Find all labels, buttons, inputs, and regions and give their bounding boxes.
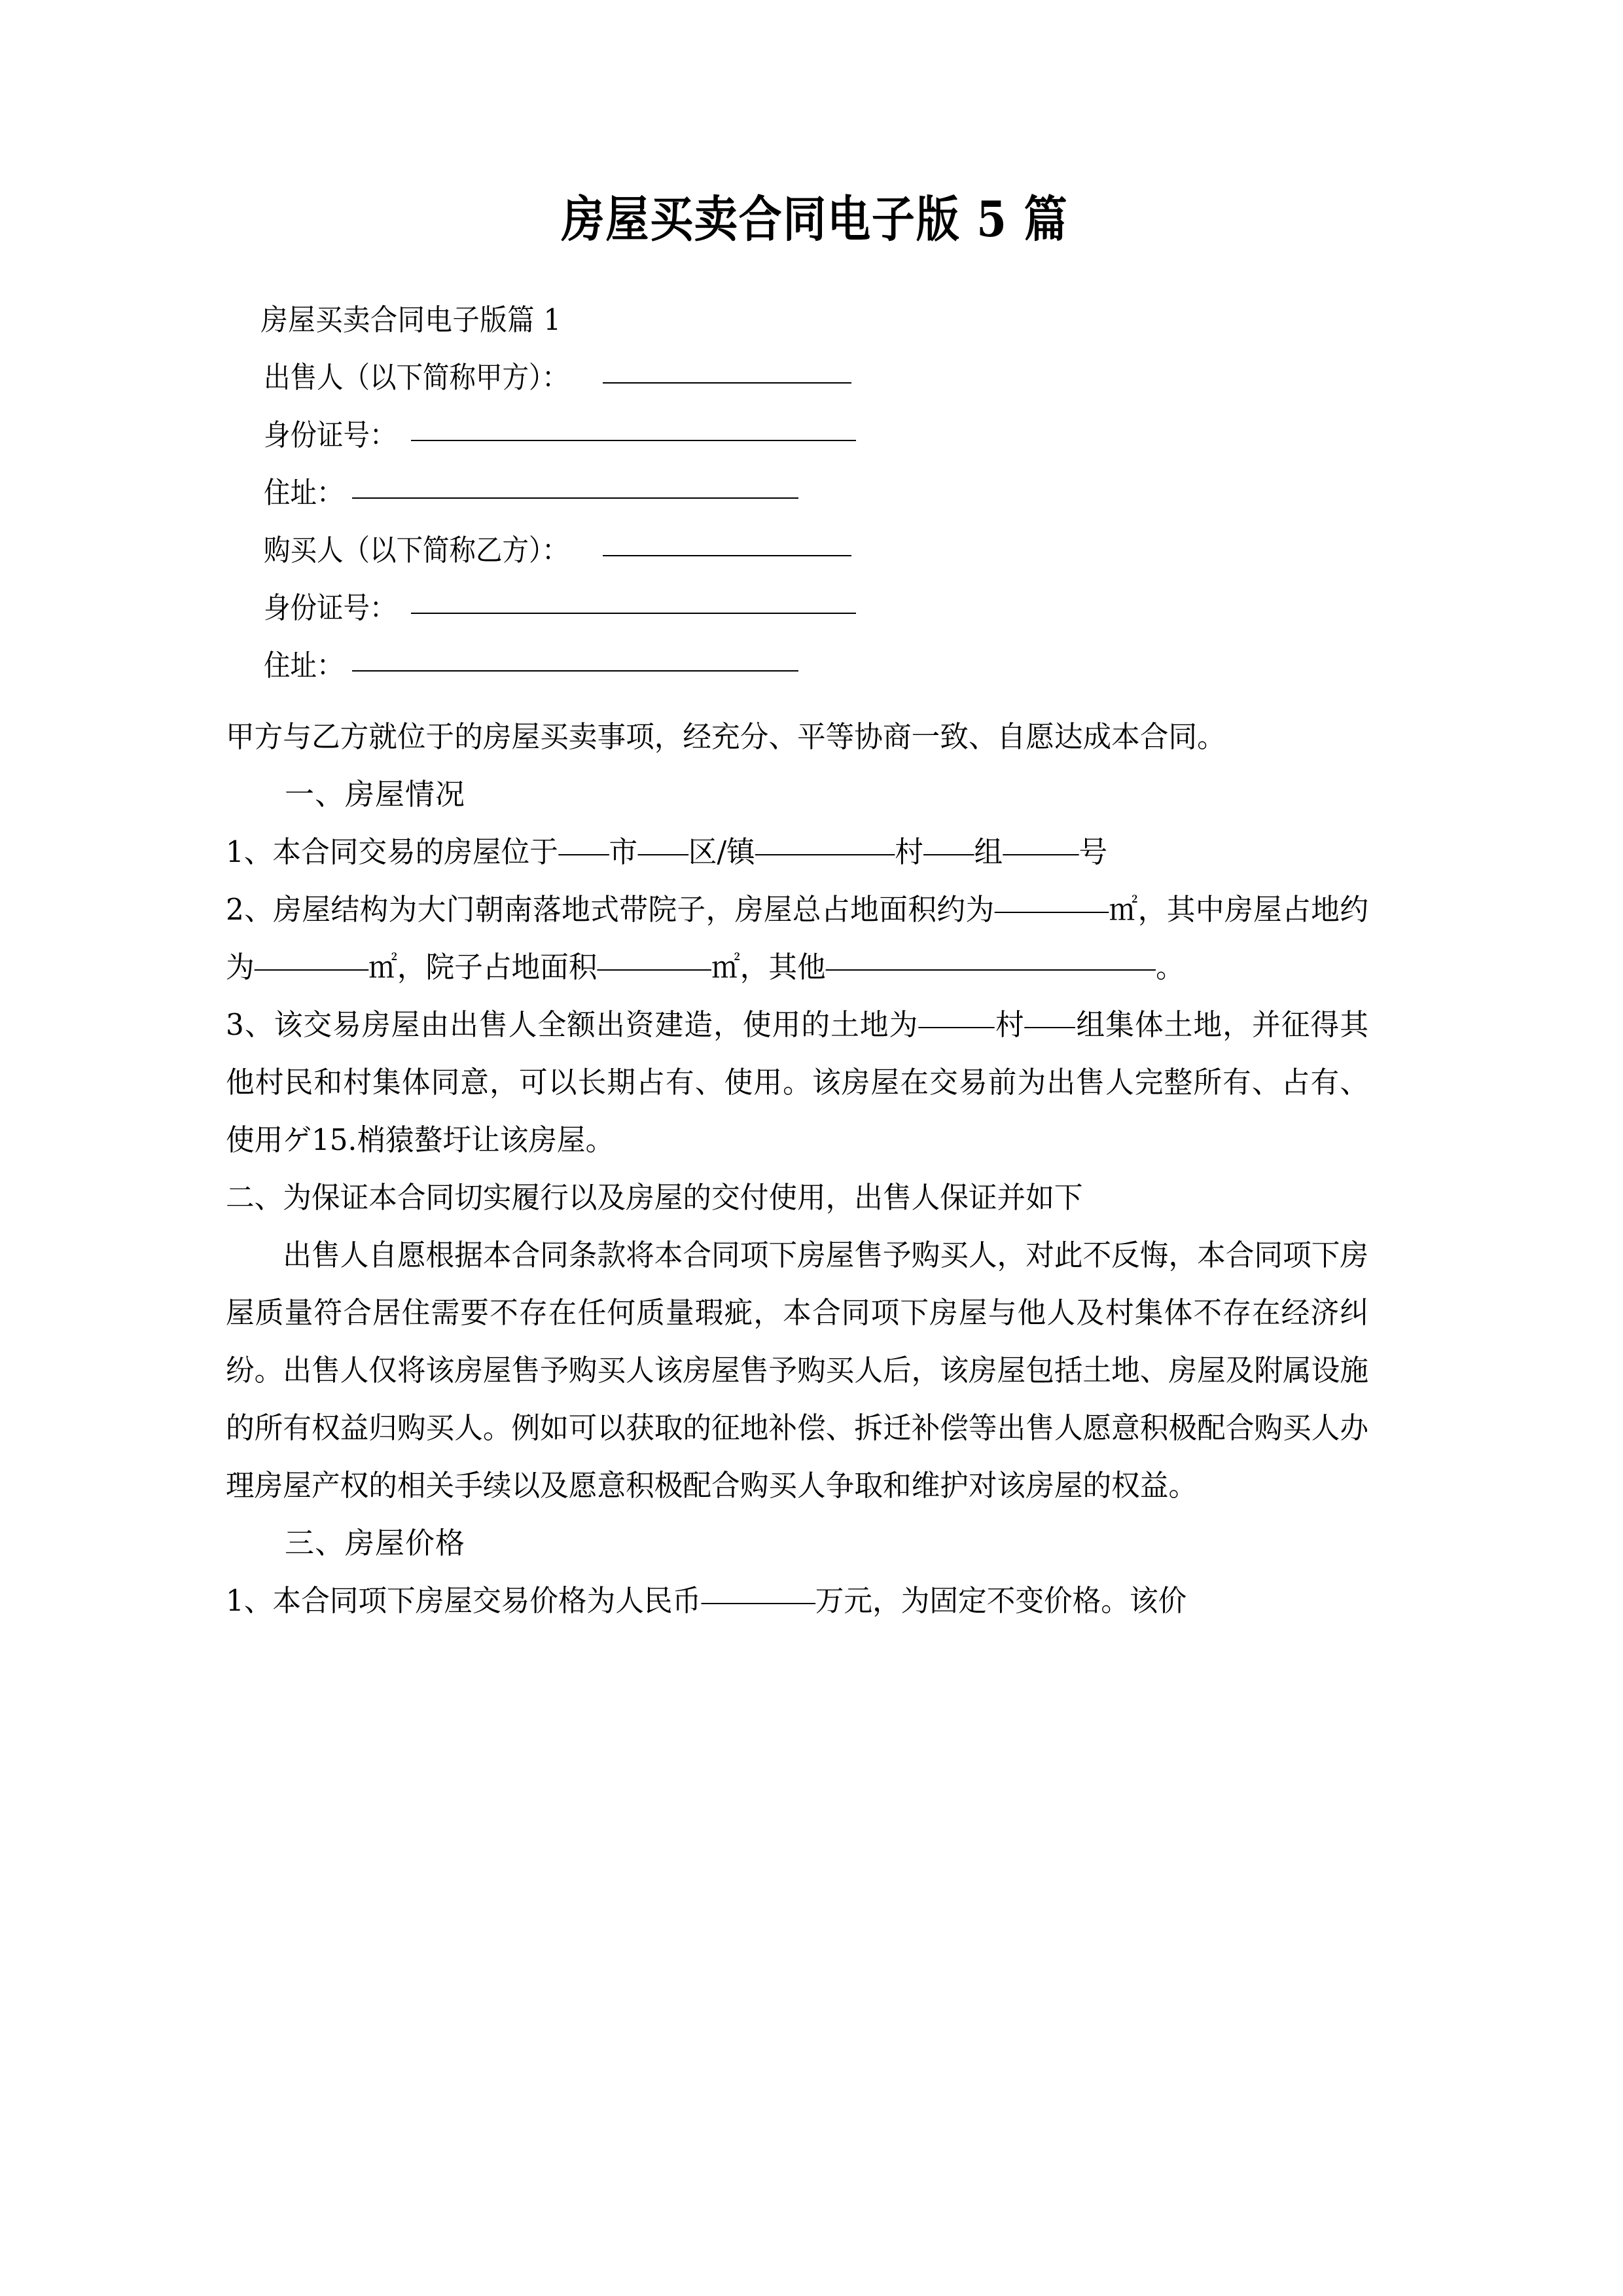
section-heading-1: 一、房屋情况: [285, 777, 466, 812]
field-rule-seller-address[interactable]: [352, 497, 798, 499]
clause-2-text-b: 其中房屋占地约为: [226, 892, 1368, 984]
blank-yard-area[interactable]: [597, 969, 711, 971]
field-rule-buyer-address[interactable]: [352, 670, 798, 672]
document-content: [226, 0, 1404, 1630]
field-rule-seller-name[interactable]: [603, 382, 851, 384]
section-2-paragraph: 出售人自愿根据本合同条款将本合同项下房屋售予购买人，对此不反悔，本合同项下房屋质量符合居住需要不存在任何质量瑕疵，本合同项下房屋与他人及村集体不存在经济纠纷。出售人仅将该房屋售予购买人该房屋售予购买人后，该房屋包括土地、房屋及附属设施的所有权益归购买人。例如可以获取的征地补偿、拆迁补偿等出售人愿意积极配合购买人办理房屋产权的相关手续以及愿意积极配合购买人争取和维护对该房屋的权益。: [226, 1238, 1369, 1503]
clause-2-structure: [226, 881, 1368, 996]
section-heading-3: 三、房屋价格: [285, 1526, 466, 1560]
clause-3-text-a: 3、该交易房屋由出售人全额出资建造，使用的土地为: [226, 1007, 919, 1042]
clause-2-unit-2: ㎡，: [368, 950, 426, 984]
field-label-buyer-address: 住址：: [264, 648, 344, 683]
page-title: 房屋买卖合同电子版 5 篇: [561, 190, 1069, 248]
field-label-seller-address: 住址：: [264, 475, 344, 510]
clause-2-text-a: 2、房屋结构为大门朝南落地式带院子，房屋总占地面积约为: [226, 892, 995, 927]
clause-1-group: 组: [974, 834, 1003, 869]
field-label-seller-name: 出售人（以下简称甲方）：: [264, 360, 569, 395]
section-heading-2: [226, 1169, 1368, 1227]
clause-2-end: 。: [1156, 950, 1185, 984]
clause-3-text-c: 出售人完整所有、占有、使用ゲ15.梢猿螯圩让该房屋。: [226, 1065, 1368, 1157]
document-subtitle: 房屋买卖合同电子版篇 1: [260, 302, 562, 337]
preamble-paragraph: 甲方与乙方就位于的房屋买卖事项，经充分、平等协商一致、自愿达成本合同。: [226, 719, 1226, 754]
blank-house-area[interactable]: [255, 969, 369, 971]
clause-2-text-d: 其他: [768, 950, 826, 984]
clause-price-text-b: 万元，为固定不变价格。该价: [815, 1583, 1187, 1618]
clause-1-number: 号: [1079, 834, 1108, 869]
field-row-buyer-id: [226, 590, 1404, 651]
clause-1-district: 区/镇: [688, 834, 755, 869]
blank-land-group[interactable]: [1025, 1026, 1076, 1028]
clause-1-location: [226, 823, 1368, 881]
clause-2-unit-1: ㎡，: [1109, 892, 1167, 927]
clause-3-land: [226, 996, 1368, 1169]
clause-1-village: 村: [895, 834, 923, 869]
field-row-buyer-name: [226, 535, 1404, 593]
clause-3-village: 村: [994, 1007, 1025, 1042]
field-label-buyer-name: 购买人（以下简称乙方）：: [264, 533, 569, 567]
field-rule-seller-id[interactable]: [411, 439, 856, 441]
field-row-seller-address: [226, 475, 1404, 535]
blank-number[interactable]: [1003, 853, 1079, 855]
field-rule-buyer-name[interactable]: [603, 554, 851, 556]
blank-district[interactable]: [637, 853, 688, 855]
clause-1-text-a: 1、本合同交易的房屋位于: [226, 834, 558, 869]
field-label-seller-id: 身份证号：: [264, 418, 397, 452]
field-row-buyer-address: [226, 648, 1404, 708]
spacer-after-title: [226, 249, 1404, 305]
clause-2-unit-3: ㎡，: [711, 950, 769, 984]
blank-village[interactable]: [755, 853, 895, 855]
blank-group[interactable]: [923, 853, 974, 855]
clause-2-text-c: 院子占地面积: [425, 950, 597, 984]
blank-total-area[interactable]: [995, 911, 1109, 913]
blank-city[interactable]: [558, 853, 609, 855]
clause-3-text-b: 土地，并征得其他村民和村集体同意，可以长期占有、使用。该房屋在交易前为: [226, 1007, 1368, 1100]
field-row-seller-name: [226, 360, 1404, 420]
clause-3-group: 组集体: [1075, 1007, 1164, 1042]
clause-1-city: 市: [609, 834, 638, 869]
clause-price: [226, 1572, 1368, 1630]
section-heading-2-text: 二、为保证本合同切实履行以及房屋的交付使用，出售人保证并如下: [226, 1180, 1083, 1215]
blank-other-area[interactable]: [826, 969, 1156, 971]
field-label-buyer-id: 身份证号：: [264, 590, 397, 625]
field-row-seller-id: [226, 420, 1404, 478]
blank-price[interactable]: [701, 1602, 815, 1604]
blank-land-village[interactable]: [918, 1026, 994, 1028]
clause-price-text-a: 1、本合同项下房屋交易价格为人民币: [226, 1583, 702, 1618]
field-rule-buyer-id[interactable]: [411, 612, 856, 614]
